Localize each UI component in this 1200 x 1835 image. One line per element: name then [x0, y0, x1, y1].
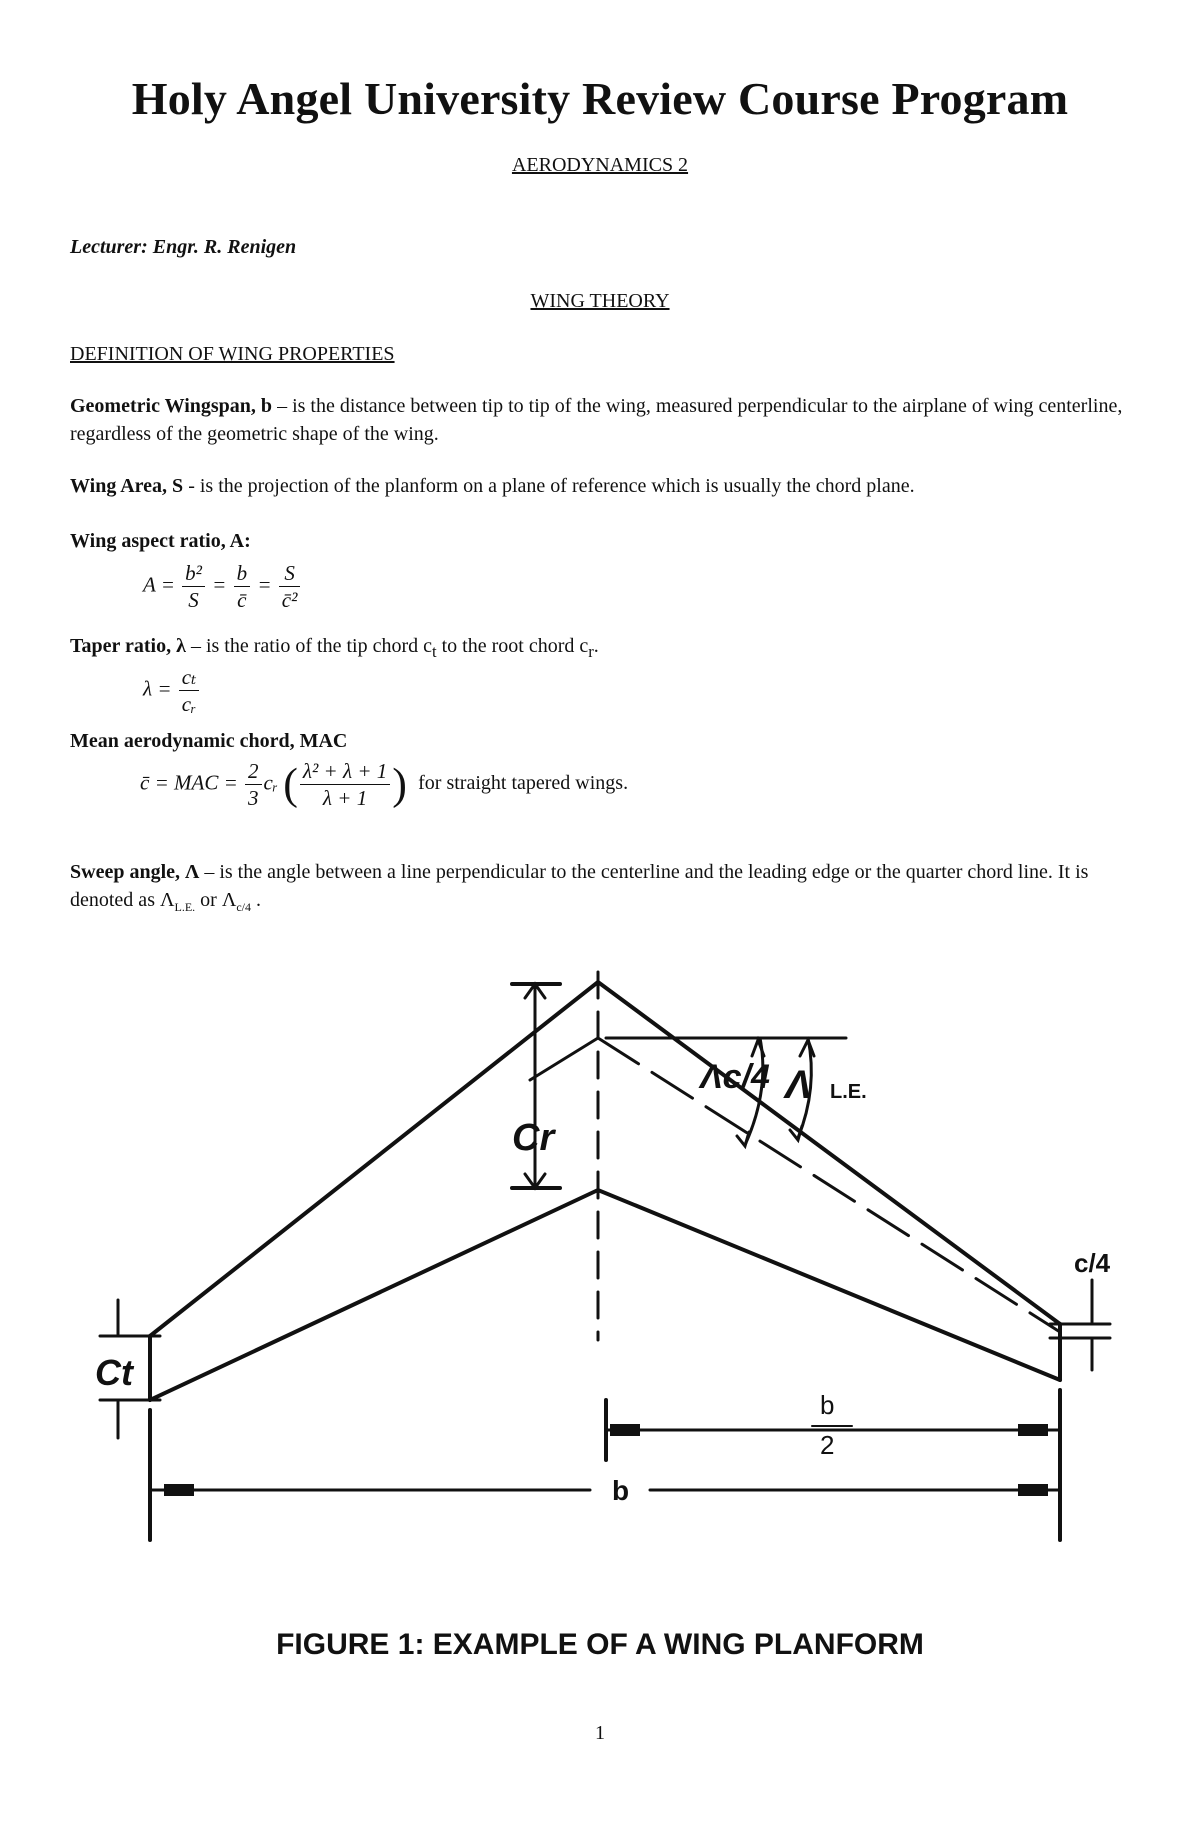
formula-mac-den: λ + 1 — [322, 786, 368, 810]
figure-caption: FIGURE 1: EXAMPLE OF A WING PLANFORM — [276, 1628, 924, 1661]
aspect-ratio-formula — [143, 560, 302, 613]
sweep-end: . — [251, 889, 262, 911]
area-term: Wing Area, S — [70, 475, 184, 497]
page-number: 1 — [595, 1722, 605, 1744]
formula-a-frac1-den: S — [188, 588, 199, 612]
formula-a-frac3-den: c̄² — [281, 588, 298, 612]
wingspan-definition — [70, 392, 1130, 448]
formula-mac-num: λ² + λ + 1 — [300, 758, 390, 785]
root-chord-label: Cr — [512, 1117, 555, 1159]
sweep-text: – is the angle between a line perpendicular to the centerline and the leading edge or the quarter chord line. It is denoted as — [70, 861, 1089, 911]
formula-mac-lhs: c̄ = MAC = — [140, 770, 238, 795]
formula-mac-cr: cᵣ — [263, 770, 278, 795]
sweep-sub-qc: c/4 — [236, 900, 252, 914]
formula-a-frac1-num: b² — [182, 560, 205, 587]
taper-sub-t: t — [431, 642, 437, 661]
sweep-term: Sweep angle, Λ — [70, 861, 200, 883]
le-label: L.E. — [830, 1081, 867, 1103]
leading-edge — [150, 982, 1060, 1336]
mac-term: Mean aerodynamic chord, MAC — [70, 730, 348, 752]
page-title: Holy Angel University Review Course Program — [131, 73, 1069, 124]
taper-text: – is the ratio of the tip chord c — [185, 635, 432, 657]
wing-planform-figure — [0, 960, 1200, 1600]
sweep-or: or — [195, 889, 222, 911]
sweep-sub-le: L.E. — [174, 900, 196, 914]
quarter-chord-left — [530, 1038, 598, 1080]
formula-lambda-lhs: λ = — [143, 676, 172, 701]
formula-a-frac2-den: c̄ — [237, 588, 247, 612]
sweep-definition: Sweep angle, Λ – is the angle between a line perpendicular to the centerline and the leading edge or the quarter chord line. It is denoted as $\Lambda_{L.E.}$ or $\Lambda_{c/4}$ . — [70, 861, 1089, 914]
section-heading: WING THEORY — [530, 290, 670, 312]
mac-formula: c̄ = MAC = $\frac{2}{3}$ cᵣ ( $\frac{\text{λ² + λ + 1}}{\lambda + 1}$ ) for straight tapered wings. — [140, 759, 629, 810]
half-span-arrow-left — [612, 1426, 638, 1434]
mac-note: for straight tapered wings. — [418, 772, 629, 795]
aspect-heading — [70, 527, 251, 555]
taper-sub-r: r — [588, 642, 594, 661]
span-arrow-left — [166, 1486, 192, 1494]
sweep-qc-arrow-bottom — [737, 1132, 749, 1146]
formula-lambda-num: cₜ — [179, 664, 200, 691]
wingspan-term: Geometric Wingspan, b — [70, 395, 273, 417]
taper-term: Taper ratio, λ — [70, 635, 186, 657]
sweep-le-arrow-top — [800, 1040, 814, 1056]
taper-ratio-formula — [143, 664, 201, 717]
quarter-chord-line — [598, 1038, 1060, 1332]
span-arrow-right — [1020, 1486, 1046, 1494]
area-definition — [70, 472, 1170, 500]
span-label: b — [612, 1475, 630, 1506]
wingspan-text: – is the distance between tip to tip of the wing, measured perpendicular to the airplane of wing centerline, regardless of the geometric shape of the wing. — [70, 395, 1123, 445]
formula-mac-coef-num: 2 — [245, 758, 262, 785]
sweep-le-label: Λ — [785, 1063, 812, 1107]
lecturer: Lecturer: Engr. R. Renigen — [70, 236, 297, 258]
formula-a-frac3-num: S — [279, 560, 301, 587]
taper-definition — [70, 632, 1170, 666]
area-text: - is the projection of the planform on a plane of reference which is usually the chord plane. — [183, 475, 915, 497]
half-span-arrow-right — [1020, 1426, 1046, 1434]
formula-mac-coef-den: 3 — [248, 786, 259, 810]
half-span-num: b — [820, 1390, 835, 1420]
course-subject: AERODYNAMICS 2 — [511, 154, 689, 176]
sweep-qc-label: Λc/4 — [700, 1058, 770, 1096]
definitions-heading: DEFINITION OF WING PROPERTIES — [70, 343, 395, 365]
formula-lambda-den: cᵣ — [181, 692, 197, 716]
formula-a-eq2: = — [257, 572, 272, 597]
half-span-den: 2 — [820, 1430, 835, 1460]
formula-a-frac2-num: b — [234, 560, 251, 587]
aspect-term: Wing aspect ratio, A: — [70, 530, 251, 552]
taper-text2: to the root chord c — [436, 635, 589, 657]
formula-a-eq1: = — [212, 572, 227, 597]
mac-heading — [70, 727, 347, 755]
formula-a-lhs: A = — [143, 572, 175, 597]
tip-chord-label: Ct — [95, 1352, 133, 1393]
taper-end: . — [593, 635, 599, 657]
quarter-chord-label: c/4 — [1074, 1248, 1111, 1278]
